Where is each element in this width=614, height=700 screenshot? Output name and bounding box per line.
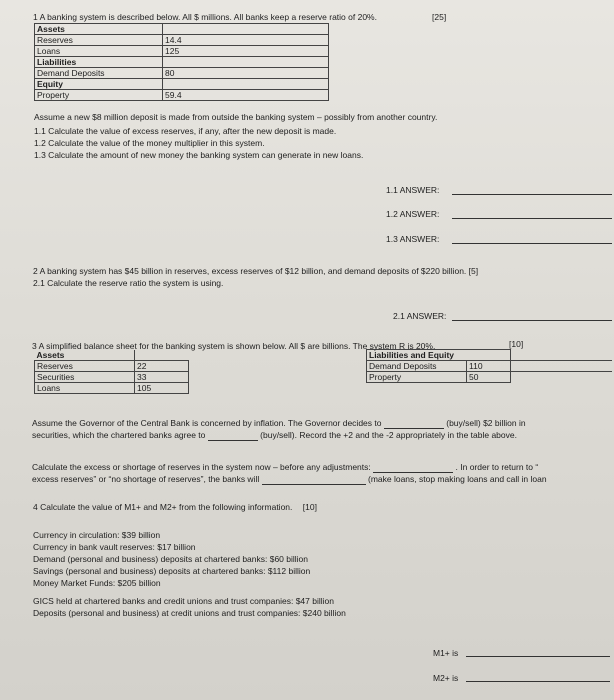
q3-asset-label: Reserves [35, 361, 135, 372]
q4-info-item: GICS held at chartered banks and credit unions and trust companies: $47 billion [33, 596, 334, 606]
q3-p1-text-a: Assume the Governor of the Central Bank is concerned by inflation. The Governor decides to [32, 418, 382, 428]
q4-info-item: Savings (personal and business) deposits at chartered banks: $112 billion [33, 566, 311, 576]
q3-paragraph-1-line-2 [32, 430, 517, 441]
q1-table-row [35, 24, 329, 35]
q1-table-row [35, 57, 329, 68]
q3-paragraph-1-line-1 [32, 418, 526, 429]
answer-label-1-3: 1.3 ANSWER: [386, 234, 440, 244]
q1-item-2: 1.2 Calculate the value of the money multiplier in this system. [34, 138, 265, 148]
q1-table-row [35, 90, 329, 101]
q1-row-value: 59.4 [163, 90, 329, 101]
q3-balance-table [34, 349, 612, 394]
q4-heading [33, 502, 317, 513]
q3-asset-label: Loans [35, 383, 135, 394]
q3-liability-value: 50 [467, 372, 511, 383]
q3-liability-value: 110 [467, 361, 511, 372]
q3-paragraph-2-line-1 [32, 462, 538, 473]
q3-p2-text-b: . In order to return to “ [455, 462, 539, 472]
q1-table-row [35, 68, 329, 79]
q4-info-item: Demand (personal and business) deposits at chartered banks: $60 billion [33, 554, 308, 564]
m1-label: M1+ is [433, 648, 459, 658]
q1-table-row [35, 46, 329, 57]
q1-row-label: Reserves [35, 35, 163, 46]
q1-row-label: Loans [35, 46, 163, 57]
q4-info-item: Currency in bank vault reserves: $17 billion [33, 542, 196, 552]
q3-marks: [10] [509, 339, 524, 349]
q1-row-value: 125 [163, 46, 329, 57]
q3-asset-label: Securities [35, 372, 135, 383]
q3-heading: 3 A simplified balance sheet for the banking system is shown below. All $ are billions. The system R is 20%. [32, 341, 436, 351]
answer-line-1-3[interactable] [452, 243, 612, 244]
q1-row-label: Liabilities [35, 57, 163, 68]
q3-assets-header: Assets [35, 350, 135, 361]
q1-assumption: Assume a new $8 million deposit is made from outside the banking system – possibly from another country. [34, 112, 438, 122]
q1-row-label: Equity [35, 79, 163, 90]
bank-action-blank[interactable] [262, 476, 366, 485]
q1-item-1: 1.1 Calculate the value of excess reserves, if any, after the new deposit is made. [34, 126, 337, 136]
answer-line-1-2[interactable] [452, 218, 612, 219]
q1-row-value [163, 57, 329, 68]
q3-p2-text-d: (make loans, stop making loans and call in loan [367, 474, 547, 484]
q3-asset-value: 105 [135, 383, 189, 394]
m1-answer-line[interactable] [466, 656, 610, 657]
m2-answer-line[interactable] [466, 681, 610, 682]
answer-label-2-1: 2.1 ANSWER: [393, 311, 447, 321]
q1-table-row [35, 35, 329, 46]
q4-heading-text: 4 Calculate the value of M1+ and M2+ from the following information. [33, 502, 293, 512]
q3-p1-text-c: securities, which the chartered banks agree to [32, 430, 206, 440]
q1-item-3: 1.3 Calculate the amount of new money the banking system can generate in new loans. [34, 150, 364, 160]
m2-label: M2+ is [433, 673, 459, 683]
q3-p1-text-b: (buy/sell) $2 billion in [446, 418, 526, 428]
q1-row-label: Property [35, 90, 163, 101]
q4-info-item: Money Market Funds: $205 billion [33, 578, 161, 588]
q3-asset-value: 33 [135, 372, 189, 383]
answer-line-2-1[interactable] [452, 320, 612, 321]
q3-liabilities-header: Liabilities and Equity [367, 350, 511, 361]
answer-label-1-2: 1.2 ANSWER: [386, 209, 440, 219]
q1-row-value: 14.4 [163, 35, 329, 46]
q1-row-value [163, 79, 329, 90]
q4-info-item: Deposits (personal and business) at credit unions and trust companies: $240 billion [33, 608, 346, 618]
q3-p2-text-c: excess reserves” or “no shortage of reserves”, the banks will [32, 474, 260, 484]
q1-heading: 1 A banking system is described below. All $ millions. All banks keep a reserve ratio of 20%. [33, 12, 377, 22]
q3-liability-label: Property [367, 372, 467, 383]
q3-paragraph-2-line-2 [32, 474, 547, 485]
reserves-amount-blank[interactable] [373, 464, 453, 473]
q1-marks: [25] [432, 12, 447, 22]
q3-liability-label: Demand Deposits [367, 361, 467, 372]
buy-sell-blank-1[interactable] [384, 420, 444, 429]
q3-asset-value: 22 [135, 361, 189, 372]
q1-table-row [35, 79, 329, 90]
q4-info-item: Currency in circulation: $39 billion [33, 530, 161, 540]
q4-marks: [10] [302, 502, 317, 512]
q2-item: 2.1 Calculate the reserve ratio the system is using. [33, 278, 224, 288]
q2-heading: 2 A banking system has $45 billion in reserves, excess reserves of $12 billion, and demand deposits of $220 billion. [5] [33, 266, 479, 276]
answer-label-1-1: 1.1 ANSWER: [386, 185, 440, 195]
q1-balance-table [34, 23, 329, 101]
q1-row-label: Demand Deposits [35, 68, 163, 79]
q3-p2-text-a: Calculate the excess or shortage of reserves in the system now – before any adjustments: [32, 462, 371, 472]
buy-sell-blank-2[interactable] [208, 432, 258, 441]
q1-row-label: Assets [35, 24, 163, 35]
q1-row-value [163, 24, 329, 35]
q3-p1-text-d: (buy/sell). Record the +2 and the -2 appropriately in the table above. [260, 430, 517, 440]
answer-line-1-1[interactable] [452, 194, 612, 195]
q1-row-value: 80 [163, 68, 329, 79]
